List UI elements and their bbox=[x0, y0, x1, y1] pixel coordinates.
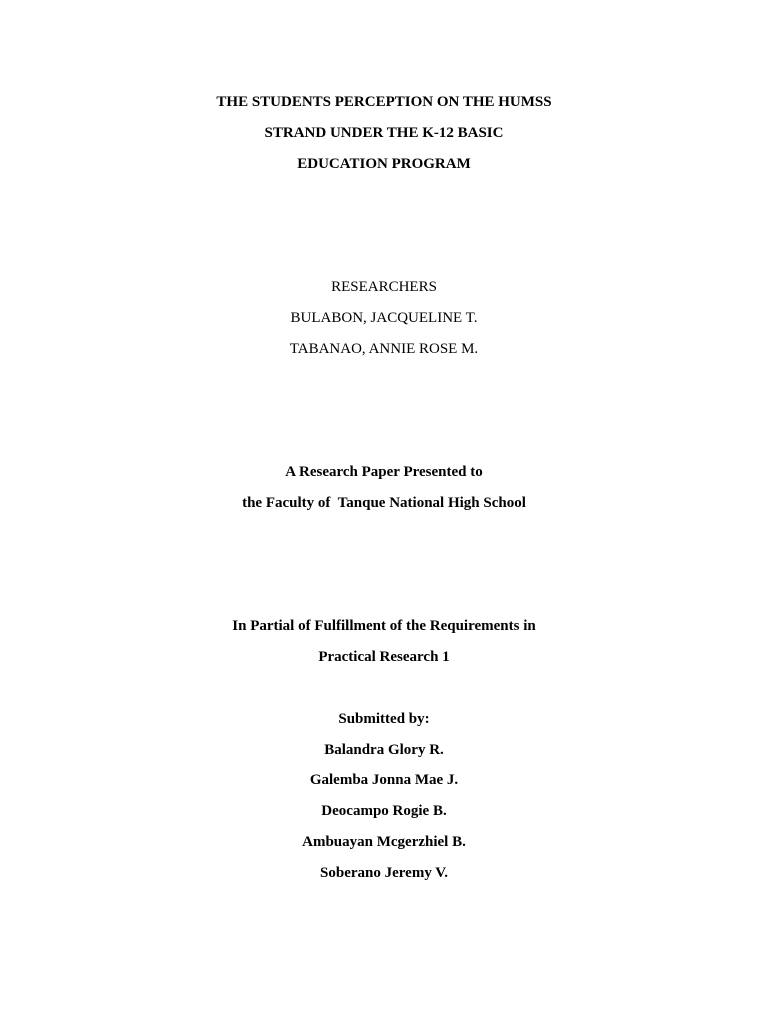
presentation-line-1: A Research Paper Presented to bbox=[285, 464, 483, 480]
researcher-name: TABANAO, ANNIE ROSE M. bbox=[289, 341, 479, 357]
submitter-name: Galemba Jonna Mae J. bbox=[309, 772, 459, 788]
submitter-name: Balandra Glory R. bbox=[324, 742, 444, 758]
submitter-name: Ambuayan Mcgerzhiel B. bbox=[302, 834, 466, 850]
submitted-by-heading: Submitted by: bbox=[338, 711, 430, 727]
fulfillment-line-1: In Partial of Fulfillment of the Requirements in bbox=[232, 618, 536, 634]
submitter-name: Deocampo Rogie B. bbox=[321, 803, 447, 819]
submitter-name: Soberano Jeremy V. bbox=[320, 865, 448, 881]
title-line-2: STRAND UNDER THE K-12 BASIC bbox=[264, 125, 504, 141]
presentation-line-2: the Faculty of Tanque National High School bbox=[242, 495, 526, 511]
title-line-1: THE STUDENTS PERCEPTION ON THE HUMSS bbox=[216, 94, 552, 110]
researcher-name: BULABON, JACQUELINE T. bbox=[290, 310, 478, 326]
fulfillment-line-2: Practical Research 1 bbox=[318, 649, 450, 665]
researchers-heading: RESEARCHERS bbox=[331, 279, 437, 295]
title-line-3: EDUCATION PROGRAM bbox=[297, 156, 471, 172]
